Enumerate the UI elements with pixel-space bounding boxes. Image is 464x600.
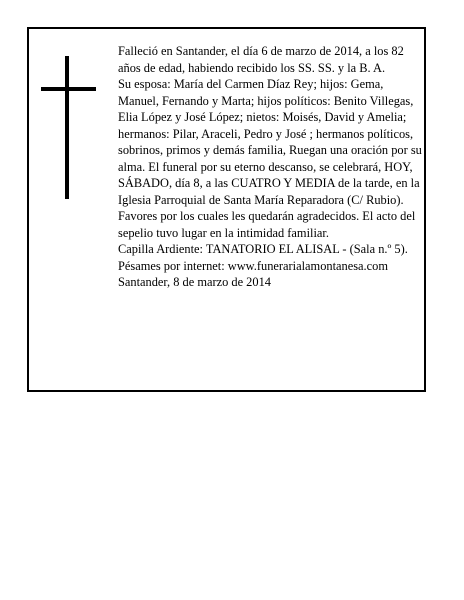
death-announcement: Falleció en Santander, el día 6 de marzo de 2014, a los 82 años de edad, habiendo recibido los SS. SS. y la B. A. bbox=[118, 44, 404, 75]
family-and-funeral-details: Su esposa: María del Carmen Díaz Rey; hijos: Gema, Manuel, Fernando y Marta; hijos políticos: Benito Villegas, Elia López y José López; nietos: Moisés, David y Amelia; hermanos: Pilar, Araceli, Pedro y José ; hermanos políticos, sobrinos, primos y demás familia, Ruegan una oración por su alma. El funeral por su eterno descanso, se celebrará, HOY, SÁBADO, día 8, a las CUATRO Y MEDIA de la tarde, en la Iglesia Parroquial de Santa María Reparadora (C/ Rubio). Favores por los cuales les quedarán agradecidos. El acto del sepelio tuvo lugar en la intimidad familiar. bbox=[118, 77, 422, 240]
cross-vertical-bar bbox=[65, 56, 69, 199]
chapel-location: Capilla Ardiente: TANATORIO EL ALISAL - (Sala n.º 5). bbox=[118, 242, 408, 256]
obituary-text bbox=[118, 43, 423, 291]
obituary-notice bbox=[27, 27, 426, 392]
notice-date: Santander, 8 de marzo de 2014 bbox=[118, 275, 271, 289]
cross-horizontal-bar bbox=[41, 87, 96, 91]
condolences-website: Pésames por internet: www.funerarialamontanesa.com bbox=[118, 258, 388, 273]
